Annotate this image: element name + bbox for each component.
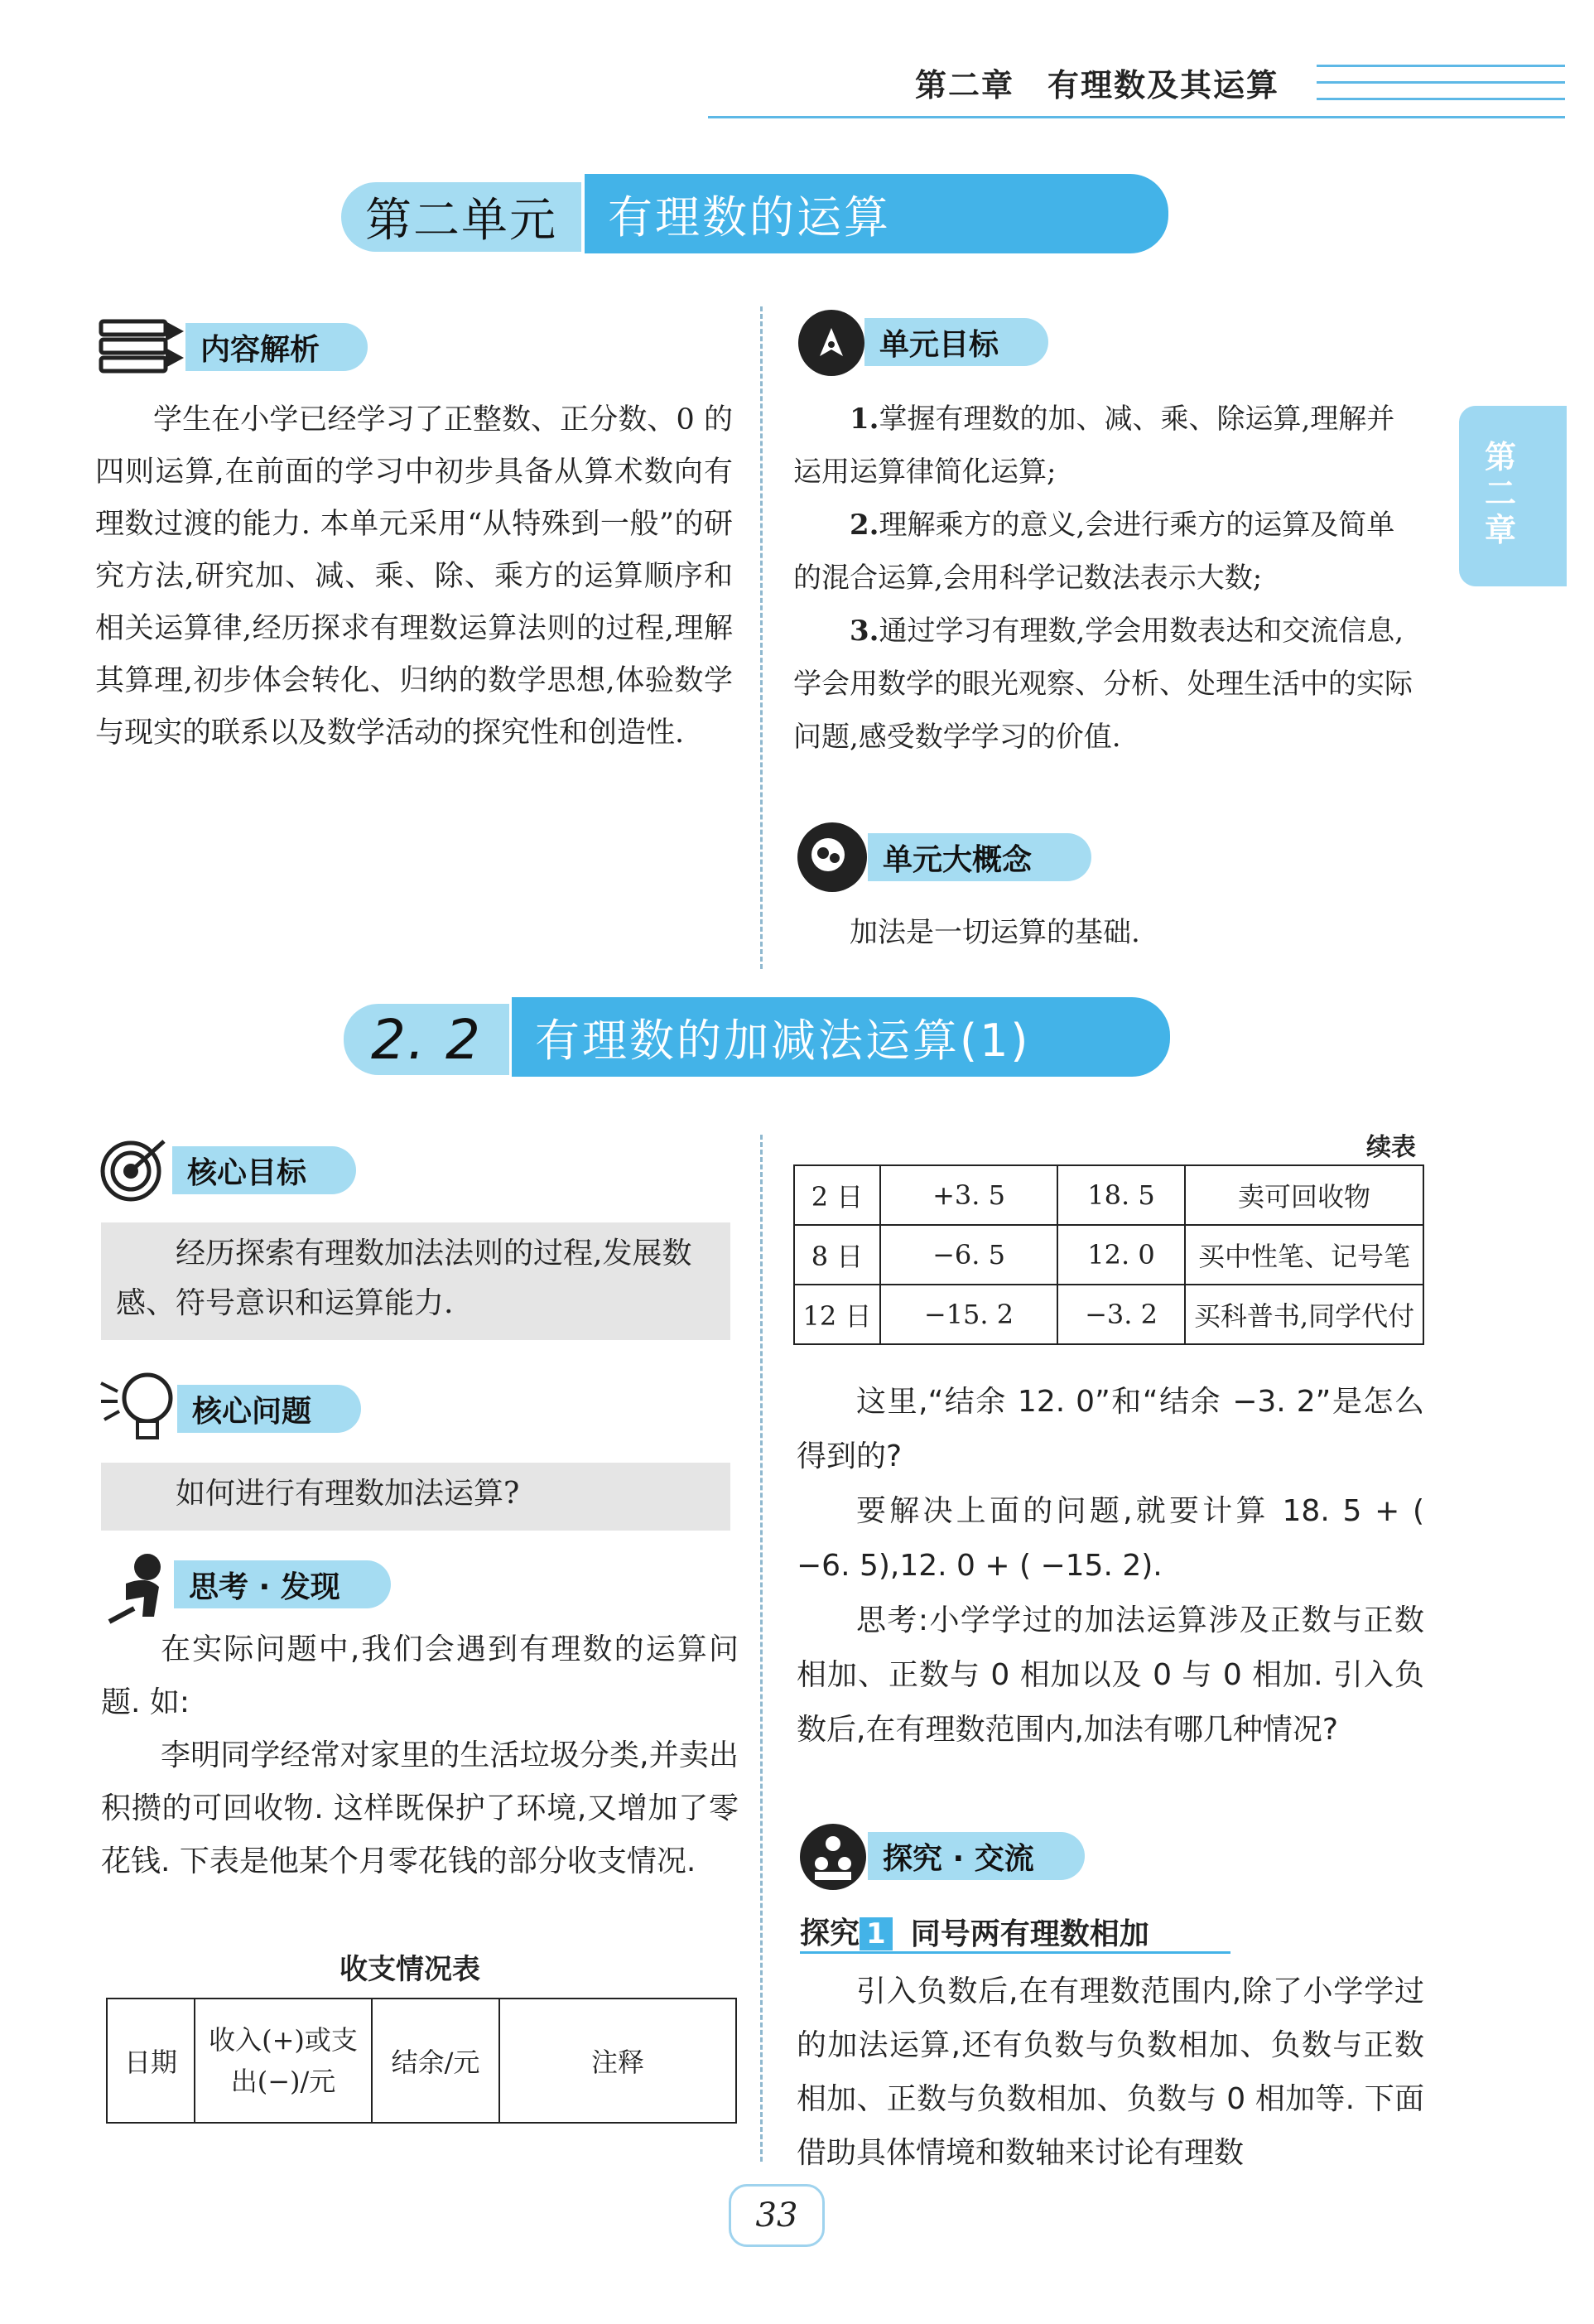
table-cell: −15. 2 — [880, 1285, 1057, 1344]
unit-goals-heading: 单元目标 — [864, 318, 1048, 366]
table-cell: 卖可回收物 — [1185, 1165, 1423, 1225]
table-row — [794, 1285, 1423, 1344]
core-question-text: 如何进行有理数加法运算? — [176, 1477, 520, 1511]
table-row — [794, 1225, 1423, 1285]
explore-text — [797, 1965, 1424, 2180]
core-goal-heading: 核心目标 — [172, 1146, 356, 1194]
continued-table-caption: 续表 — [1366, 1133, 1416, 1162]
unit-goal-num-1: 1. — [850, 403, 879, 436]
income-table-header-date: 日期 — [107, 1999, 195, 2123]
right-paragraph-3: 思考:小学学过的加法运算涉及正数与正数相加、正数与 0 相加以及 0 与 0 相加. 引入负数后,在有理数范围内,加法有哪几种情况? — [797, 1603, 1424, 1747]
explore-badge-number: 1 — [860, 1917, 893, 1950]
right-paragraph-2: 要解决上面的问题,就要计算 18. 5 + ( −6. 5),12. 0 + ( −15. 2). — [797, 1494, 1424, 1583]
core-question-heading: 核心问题 — [177, 1385, 361, 1433]
content-analysis-heading: 内容解析 — [185, 323, 368, 371]
unit-goal-text-3: 通过学习有理数,学会用数表达和交流信息,学会用数学的眼光观察、分析、处理生活中的实际问题,感受数学学习的价值. — [793, 615, 1413, 754]
income-table-caption: 收支情况表 — [340, 1953, 480, 1986]
big-concept-heading: 单元大概念 — [868, 833, 1091, 881]
table-cell: 12 日 — [794, 1285, 880, 1344]
pen-nib-icon — [795, 306, 868, 379]
chapter-side-tab — [1459, 406, 1567, 586]
chapter-title: 第二章 有理数及其运算 — [915, 67, 1280, 104]
table-cell: 买科普书,同学代付 — [1185, 1285, 1423, 1344]
header-line-1 — [1317, 81, 1565, 84]
thinking-person-icon — [101, 1550, 181, 1627]
big-concept-text — [793, 906, 1421, 959]
income-table-header-note: 注释 — [499, 1999, 736, 2123]
explore-title-underline — [800, 1951, 1230, 1954]
think-discover-paragraph-1: 在实际问题中,我们会遇到有理数的运算问题. 如: — [101, 1632, 739, 1719]
header-line-top — [1317, 65, 1565, 67]
explore-subheading — [800, 1910, 1149, 1953]
think-discover-heading: 思考 · 发现 — [174, 1560, 391, 1608]
explore-paragraph: 引入负数后,在有理数范围内,除了小学学过的加法运算,还有负数与负数相加、负数与正数相加、正数与负数相加、负数与 0 相加等. 下面借助具体情境和数轴来讨论有理数 — [797, 1974, 1424, 2170]
explore-title: 同号两有理数相加 — [910, 1917, 1149, 1951]
continued-table — [793, 1164, 1424, 1345]
table-cell: −3. 2 — [1057, 1285, 1185, 1344]
table-cell: 买中性笔、记号笔 — [1185, 1225, 1423, 1285]
table-row — [107, 1999, 736, 2123]
books-icon — [98, 315, 190, 383]
table-row — [794, 1165, 1423, 1225]
table-cell: 12. 0 — [1057, 1225, 1185, 1285]
people-group-icon — [797, 1820, 869, 1893]
column-divider-bottom — [760, 1135, 763, 2162]
unit-goal-text-1: 掌握有理数的加、减、乘、除运算,理解并运用运算律简化运算; — [793, 403, 1395, 489]
chapter-side-tab-label: 第二章 — [1484, 439, 1516, 548]
right-paragraph-1: 这里,“结余 12. 0”和“结余 −3. 2”是怎么得到的? — [797, 1385, 1424, 1473]
lightbulb-icon — [98, 1367, 181, 1443]
unit-goals-list — [793, 393, 1421, 764]
explore-heading: 探究 · 交流 — [868, 1832, 1085, 1880]
unit-goal-item-3 — [793, 605, 1421, 764]
income-table-header-amount: 收入(+)或支出(−)/元 — [195, 1999, 372, 2123]
income-table — [106, 1998, 737, 2124]
table-cell: −6. 5 — [880, 1225, 1057, 1285]
core-goal-box — [101, 1222, 730, 1340]
unit-goal-text-2: 理解乘方的意义,会进行乘方的运算及简单的混合运算,会用科学记数法表示大数; — [793, 509, 1395, 595]
think-discover-paragraph-2: 李明同学经常对家里的生活垃圾分类,并卖出积攒的可回收物. 这样既保护了环境,又增加了零花钱. 下表是他某个月零花钱的部分收支情况. — [101, 1738, 739, 1878]
target-icon — [98, 1135, 172, 1203]
unit-banner-number: 第二单元 — [341, 182, 581, 252]
head-gears-icon — [795, 820, 869, 894]
section-banner-title: 有理数的加减法运算(1) — [512, 997, 1170, 1077]
explore-badge — [800, 1910, 893, 1953]
unit-goal-num-2: 2. — [850, 509, 879, 542]
header-line-2 — [1317, 98, 1565, 100]
content-analysis-paragraph: 学生在小学已经学习了正整数、正分数、0 的四则运算,在前面的学习中初步具备从算术数向有理数过渡的能力. 本单元采用“从特殊到一般”的研究方法,研究加、减、乘、除、乘方的运算顺序和相关运算律,经历探求有理数运算法则的过程,理解其算理,初步体会转化、归纳的数学思想,体验数学与现实的联系以及数学活动的探究性和创造性. — [95, 403, 733, 750]
unit-goal-item-1 — [793, 393, 1421, 499]
unit-goal-num-3: 3. — [850, 615, 879, 648]
unit-banner-title: 有理数的运算 — [585, 174, 1168, 253]
right-column-text — [797, 1375, 1424, 1757]
column-divider-top — [760, 306, 763, 969]
table-cell: 8 日 — [794, 1225, 880, 1285]
big-concept-paragraph: 加法是一切运算的基础. — [850, 916, 1140, 949]
header-underline — [708, 116, 1565, 118]
section-banner-number: 2. 2 — [344, 1004, 509, 1075]
explore-badge-label: 探究 — [800, 1917, 860, 1950]
table-cell: 2 日 — [794, 1165, 880, 1225]
table-cell: +3. 5 — [880, 1165, 1057, 1225]
core-question-box — [101, 1463, 730, 1531]
content-analysis-text — [95, 394, 733, 759]
unit-goal-item-2 — [793, 499, 1421, 605]
page-number: 33 — [729, 2184, 825, 2247]
think-discover-text — [101, 1623, 739, 1888]
core-goal-text: 经历探索有理数加法法则的过程,发展数感、符号意识和运算能力. — [116, 1237, 692, 1320]
income-table-header-balance: 结余/元 — [372, 1999, 499, 2123]
table-cell: 18. 5 — [1057, 1165, 1185, 1225]
